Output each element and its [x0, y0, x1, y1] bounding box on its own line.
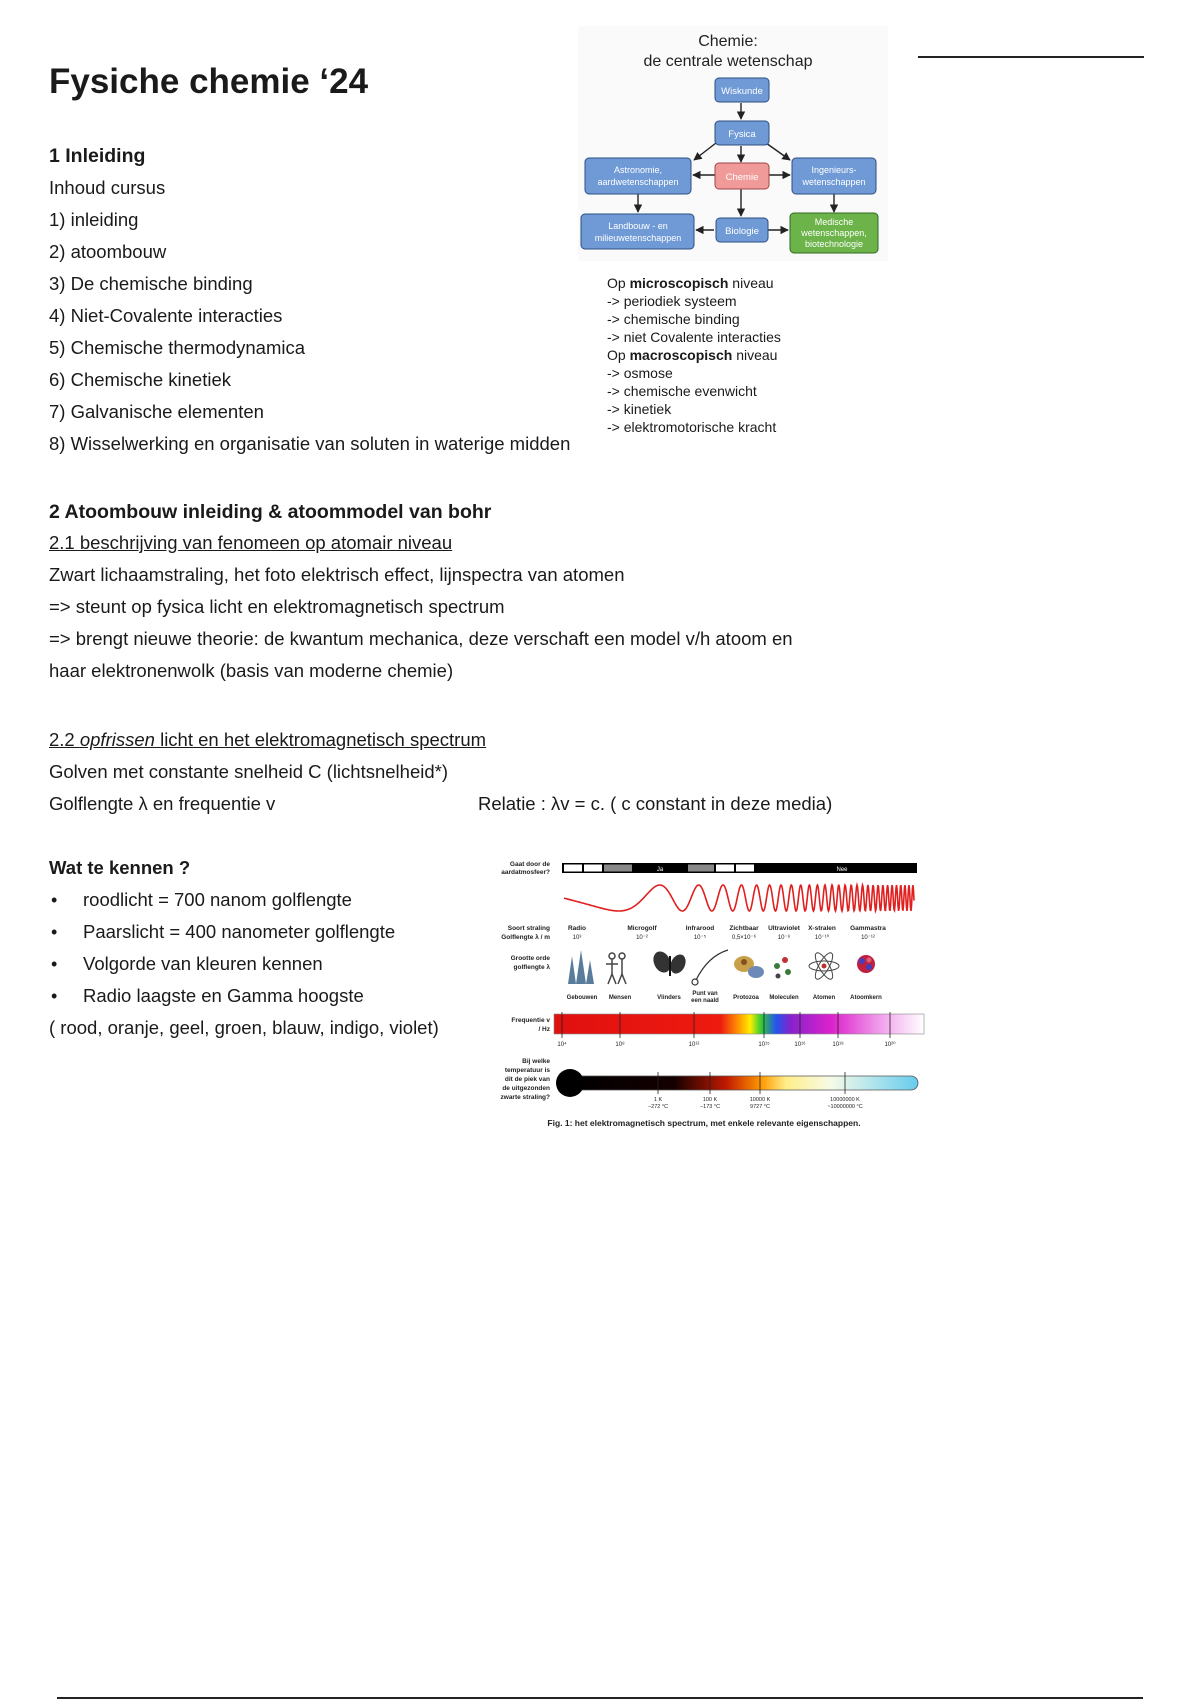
radiation-type: Zichtbaar	[729, 925, 759, 932]
macro-item: -> elektromotorische kracht	[607, 419, 777, 435]
box-astronomie	[585, 158, 691, 194]
section-2-1-line: => brengt nieuwe theorie: de kwantum mechanica, deze verschaft een model v/h atoom en	[49, 628, 793, 649]
needle-icon	[692, 950, 728, 985]
atm-yes-label: Ja	[656, 867, 664, 873]
section-1-intro: Inhoud cursus	[49, 177, 166, 198]
wavelength-value: 10⁻²	[636, 935, 648, 941]
buildings-icon	[568, 950, 594, 984]
micro-item: -> periodiek systeem	[607, 293, 737, 309]
size-object: Moleculen	[769, 995, 799, 1001]
toc-item: 3) De chemische binding	[49, 273, 253, 294]
footer-rule	[57, 1697, 1143, 1699]
size-object: Atoomkern	[850, 995, 882, 1001]
diagram-title-line2: de centrale wetenschap	[643, 53, 813, 70]
wavelength-value: 10⁻⁸	[777, 935, 791, 941]
radiation-type: Microgolf	[627, 925, 657, 932]
em-wave	[564, 885, 914, 911]
figure-caption: Fig. 1: het elektromagnetisch spectrum, met enkele relevante eigenschappen.	[547, 1118, 861, 1128]
section-2-2-line: Golven met constante snelheid C (lichtsnelheid*)	[49, 761, 448, 782]
section-1	[49, 140, 570, 460]
section-1-heading: 1 Inleiding	[49, 145, 146, 167]
toc-item: 1) inleiding	[49, 209, 139, 230]
central-science-diagram	[578, 26, 888, 261]
box-fysica	[715, 121, 769, 145]
svg-text:Astronomie,: Astronomie,	[613, 165, 663, 175]
macro-item: -> chemische evenwicht	[607, 383, 757, 399]
label-size: Grootte orde	[510, 955, 550, 962]
frequency-value: 10¹⁸	[832, 1042, 844, 1048]
atm-no-label: Nee	[836, 867, 848, 873]
toc-item: 2) atoombouw	[49, 241, 167, 262]
size-object: Gebouwen	[566, 995, 598, 1001]
thermometer-bar	[556, 1069, 918, 1097]
size-object: Mensen	[608, 995, 632, 1001]
temperature-kelvin: 10000000 K	[830, 1097, 860, 1103]
levels-list	[607, 274, 781, 436]
atom-icon	[809, 951, 839, 982]
label-type: Golflengte λ / m	[501, 934, 550, 941]
label-temperature: zwarte straling?	[500, 1094, 550, 1101]
frequency-value: 10¹⁵	[758, 1042, 770, 1048]
label-temperature: dit de piek van	[504, 1076, 550, 1083]
box-chemie	[715, 163, 769, 189]
size-object: Protozoa	[733, 995, 759, 1001]
wavelength-value: 0,5×10⁻⁶	[731, 935, 757, 941]
frequency-value: 10⁴	[557, 1042, 567, 1048]
svg-text:Biologie: Biologie	[725, 226, 759, 237]
macro-item: -> osmose	[607, 365, 673, 381]
temperature-kelvin: 100 K	[702, 1097, 718, 1103]
toc-item: 5) Chemische thermodynamica	[49, 337, 306, 358]
know-list	[49, 884, 439, 1012]
section-2-1-line: => steunt op fysica licht en elektromagnetisch spectrum	[49, 596, 505, 617]
frequency-bar	[554, 1014, 924, 1034]
frequency-value: 10⁸	[615, 1042, 625, 1048]
svg-text:aardwetenschappen: aardwetenschappen	[597, 177, 679, 187]
label-temperature: temperatuur is	[504, 1067, 550, 1074]
toc-item: 8) Wisselwerking en organisatie van soluten in waterige midden	[49, 433, 571, 454]
radiation-type: Gammastra	[850, 925, 886, 932]
atmosphere-bar	[562, 863, 917, 873]
size-icons	[568, 949, 875, 985]
micro-heading: Op microscopisch niveau	[607, 275, 774, 291]
temperature-celsius: −173 °C	[699, 1104, 721, 1110]
know-item: • roodlicht = 700 nanom golflengte	[49, 884, 439, 916]
wavelength-value: 10³	[572, 935, 582, 941]
temperature-kelvin: 1 K	[653, 1097, 663, 1103]
size-object: Vlinders	[657, 995, 681, 1001]
svg-text:milieuwetenschappen: milieuwetenschappen	[594, 233, 682, 243]
svg-text:Fysica: Fysica	[728, 129, 756, 140]
micro-item: -> niet Covalente interacties	[607, 329, 781, 345]
diagram-title-line1: Chemie:	[698, 33, 758, 50]
label-frequency: Frequentie v	[511, 1017, 550, 1024]
svg-text:wetenschappen: wetenschappen	[802, 177, 866, 187]
label-temperature: de uitgezonden	[502, 1085, 550, 1092]
macro-item: -> kinetiek	[607, 401, 672, 417]
know-item: • Radio laagste en Gamma hoogste	[49, 980, 439, 1012]
temperature-celsius: ~10000000 °C	[827, 1104, 863, 1110]
section-2	[49, 497, 793, 687]
section-2-2-heading: 2.2 opfrissen licht en het elektromagnetisch spectrum	[49, 729, 487, 750]
relation-formula: Relatie : λv = c. ( c constant in deze media)	[478, 793, 833, 814]
box-medische	[790, 213, 878, 253]
wavelength-value: 10⁻¹⁰	[814, 935, 830, 941]
box-ingenieurs	[792, 158, 876, 194]
section-2-1-line: Zwart lichaamstraling, het foto elektrisch effect, lijnspectra van atomen	[49, 564, 625, 585]
know-heading: Wat te kennen ?	[49, 857, 191, 878]
radiation-type: Radio	[567, 925, 587, 932]
protozoa-icon	[734, 956, 764, 978]
svg-text:wetenschappen,: wetenschappen,	[801, 228, 867, 238]
page-title: Fysiche chemie ‘24	[49, 62, 369, 101]
svg-text:Medische: Medische	[814, 217, 854, 227]
nucleus-icon	[857, 955, 875, 973]
radiation-type: Ultraviolet	[768, 925, 800, 932]
wavelength-frequency-label: Golflengte λ en frequentie v	[49, 793, 276, 814]
toc-item: 6) Chemische kinetiek	[49, 369, 231, 390]
people-icon	[606, 953, 626, 984]
toc-item: 4) Niet-Covalente interacties	[49, 305, 283, 326]
svg-text:Ingenieurs-: Ingenieurs-	[811, 165, 857, 175]
label-penetrate: Gaat door de	[509, 861, 550, 868]
section-2-1-heading: 2.1 beschrijving van fenomeen op atomair niveau	[49, 532, 453, 553]
frequency-value: 10¹²	[688, 1042, 700, 1048]
know-item: • Volgorde van kleuren kennen	[49, 948, 439, 980]
size-object: Punt van	[692, 991, 718, 997]
svg-text:Wiskunde: Wiskunde	[721, 86, 763, 97]
label-type: Soort straling	[507, 925, 550, 932]
em-spectrum-figure	[482, 852, 928, 1132]
label-size: golflengte λ	[513, 964, 550, 971]
butterfly-icon	[650, 949, 688, 976]
know-block	[49, 852, 439, 1044]
svg-text:biotechnologie: biotechnologie	[804, 239, 864, 249]
box-biologie	[716, 218, 768, 242]
radiation-type: Infrarood	[685, 925, 715, 932]
section-2-heading: 2 Atoombouw inleiding & atoommodel van bohr	[49, 501, 492, 523]
frequency-value: 10¹⁶	[794, 1042, 806, 1048]
header-rule	[918, 56, 1144, 58]
wavelength-value: 10⁻⁵	[693, 935, 707, 941]
svg-text:Chemie: Chemie	[725, 172, 759, 183]
size-object: een naald	[691, 998, 719, 1004]
wavelength-value: 10⁻¹²	[861, 935, 875, 941]
section-2-1-line: haar elektronenwolk (basis van moderne chemie)	[49, 660, 454, 681]
micro-item: -> chemische binding	[607, 311, 740, 327]
size-object: Atomen	[812, 995, 836, 1001]
temperature-kelvin: 10000 K	[749, 1097, 771, 1103]
molecule-icon	[774, 957, 791, 979]
radiation-type: X-stralen	[808, 925, 836, 932]
temperature-celsius: −272 °C	[647, 1104, 669, 1110]
svg-text:Landbouw - en: Landbouw - en	[608, 221, 668, 231]
colors-order: ( rood, oranje, geel, groen, blauw, indigo, violet)	[49, 1017, 439, 1038]
label-penetrate: aardatmosfeer?	[501, 869, 550, 876]
label-frequency: / Hz	[538, 1026, 550, 1033]
frequency-value: 10²⁰	[884, 1042, 896, 1048]
section-2-2	[49, 724, 486, 788]
know-item: • Paarslicht = 400 nanometer golflengte	[49, 916, 439, 948]
temperature-celsius: 9727 °C	[750, 1104, 770, 1110]
box-wiskunde	[715, 78, 769, 102]
macro-heading: Op macroscopisch niveau	[607, 347, 778, 363]
label-temperature: Bij welke	[522, 1058, 550, 1065]
box-landbouw	[581, 214, 694, 249]
toc-item: 7) Galvanische elementen	[49, 401, 264, 422]
